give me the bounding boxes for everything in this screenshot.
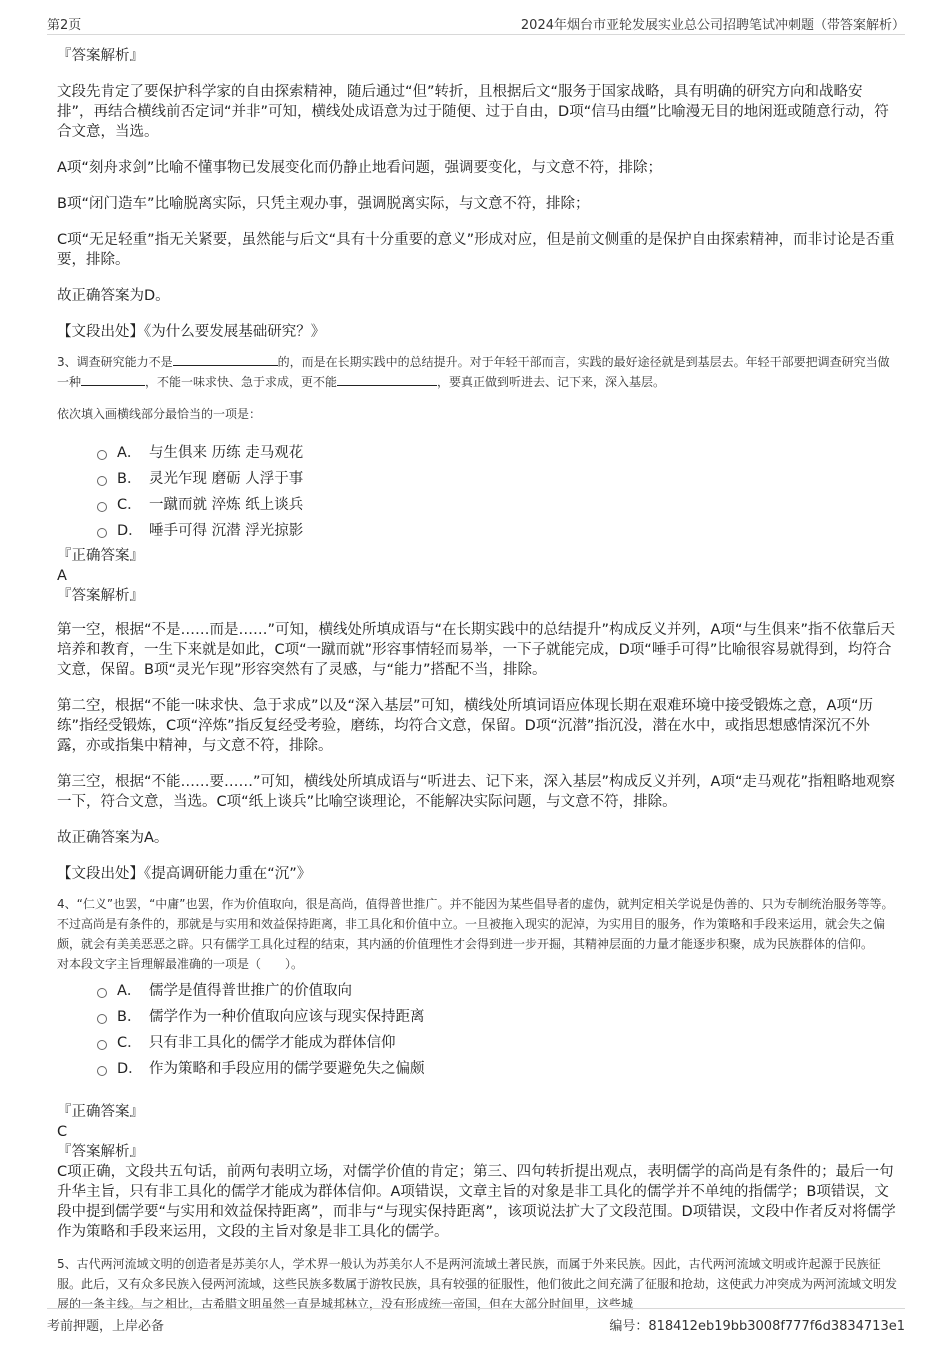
page-content [57, 40, 897, 1314]
analysis-paragraph: C项正确，文段共五句话，前两句表明立场，对儒学价值的肯定；第三、四句转折提出观点，表明儒学的高尚是有条件的；最后一句升华主旨，只有非工具化的儒学才能成为群体信仰。A项错误，文章主旨的对象是非工具化的儒学并不单纯的指儒学；B项错误，文段中提到儒学要“与实用和效益保持距离”，而非与“与现实保持距离”，该项说法扩大了文段范围。D项错误，文段中作者反对将儒学作为策略和手段来运用，文段的主旨对象是非工具化的儒学。 [57, 1164, 896, 1240]
radio-icon[interactable] [97, 502, 107, 512]
analysis-paragraph: 第一空，根据“不是……而是……”可知，横线处所填成语与“在长期实践中的总结提升”构成反义并列，A项“与生俱来”指不依靠后天培养和教育，一生下来就是如此，C项“一蹴而就”形容事情轻而易举，一下子就能完成，D项“唾手可得”比喻很容易就得到，均符合文意，保留。B项“灵光乍现”形容突然有了灵感，与“能力”搭配不当，排除。 [57, 622, 895, 678]
question-prompt: 依次填入画横线部分最恰当的一项是： [57, 407, 262, 421]
page-header [47, 12, 905, 35]
page-number: 第2页 [47, 18, 82, 33]
analysis-paragraph: A项“刻舟求剑”比喻不懂事物已发展变化而仍静止地看问题，强调要变化，与文意不符，排除； [57, 160, 662, 176]
answer-label: 『正确答案』 [57, 1104, 144, 1120]
source-citation: 【文段出处】《提高调研能力重在“沉”》 [57, 866, 312, 882]
answer-label: 『正确答案』 [57, 548, 144, 564]
option-b[interactable]: B． 灵光乍现 磨砺 人浮于事 [97, 466, 897, 492]
radio-icon[interactable] [97, 988, 107, 998]
option-a[interactable]: A． 与生俱来 历练 走马观花 [97, 440, 897, 466]
option-d[interactable]: D． 作为策略和手段应用的儒学要避免失之偏颇 [97, 1056, 897, 1082]
radio-icon[interactable] [97, 1014, 107, 1024]
analysis-label: 『答案解析』 [57, 1144, 144, 1160]
analysis-conclusion: 故正确答案为A。 [57, 830, 169, 846]
options-list [57, 978, 897, 1082]
radio-icon[interactable] [97, 528, 107, 538]
question-stem: 4、“仁义”也罢，“中庸”也罢，作为价值取向，很是高尚，值得普世推广。并不能因为某些倡导者的虚伪，就判定相关学说是伪善的、只为专制统治服务等等。不过高尚是有条件的，那就是与实用和效益保持距离，非工具化和价值中立。一旦被拖入现实的泥淖，为实用目的服务，作为策略和手段来运用，就会失之偏颇，就会有美美恶恶之辟。只有儒学工具化过程的结束，其内涵的价值理性才会得到进一步开掘，其精神层面的力量才能逐步积聚，成为民族群体的信仰。 [57, 897, 894, 951]
question-prompt: 对本段文字主旨理解最准确的一项是（ ）。 [57, 957, 304, 971]
question-stem: 3、调查研究能力不是 的，而是在长期实践中的总结提升。对于年轻干部而言，实践的最好途径就是到基层去。年轻干部要把调查研究当做一种 ，不能一味求快、急于求成，更不能 ，要真正做到听进去、记下来，深入基层。 [57, 355, 890, 389]
option-b[interactable]: B． 儒学作为一种价值取向应该与现实保持距离 [97, 1004, 897, 1030]
analysis-conclusion: 故正确答案为D。 [57, 288, 170, 304]
document-id: 编号：818412eb19bb3008f777f6d3834713e1 [609, 1319, 905, 1334]
correct-answer: C [57, 1124, 68, 1140]
page-footer [47, 1308, 905, 1335]
footer-slogan: 考前押题，上岸必备 [47, 1319, 165, 1334]
fill-blank [337, 373, 437, 386]
option-c[interactable]: C． 只有非工具化的儒学才能成为群体信仰 [97, 1030, 897, 1056]
options-list [57, 440, 897, 544]
analysis-paragraph: 文段先肯定了要保护科学家的自由探索精神，随后通过“但”转折，且根据后文“服务于国家战略，具有明确的研究方向和战略安排”，再结合横线前否定词“并非”可知，横线处成语意为过于随便、过于自由，D项“信马由缰”比喻漫无目的地闲逛或随意行动，符合文意，当选。 [57, 84, 889, 140]
radio-icon[interactable] [97, 1066, 107, 1076]
analysis-paragraph: 第二空，根据“不能一味求快、急于求成”以及“深入基层”可知，横线处所填词语应体现长期在艰难环境中接受锻炼之意，A项“历练”指经受锻炼，C项“淬炼”指反复经受考验，磨练，均符合文意，保留。D项“沉潜”指沉没，潜在水中，或指思想感情深沉不外露，亦或指集中精神，与文意不符，排除。 [57, 698, 873, 754]
analysis-paragraph: 第三空，根据“不能……要……”可知，横线处所填成语与“听进去、记下来，深入基层”构成反义并列，A项“走马观花”指粗略地观察一下，符合文意，当选。C项“纸上谈兵”比喻空谈理论，不能解决实际问题，与文意不符，排除。 [57, 774, 895, 810]
radio-icon[interactable] [97, 476, 107, 486]
fill-blank [81, 373, 145, 386]
option-a[interactable]: A． 儒学是值得普世推广的价值取向 [97, 978, 897, 1004]
correct-answer: A [57, 568, 67, 584]
analysis-paragraph: B项“闭门造车”比喻脱离实际，只凭主观办事，强调脱离实际，与文意不符，排除； [57, 196, 590, 212]
question-stem: 5、古代两河流域文明的创造者是苏美尔人，学术界一般认为苏美尔人不是两河流域土著民族，而属于外来民族。因此，古代两河流域文明或许起源于民族征服。此后，又有众多民族入侵两河流域，这些民族多数属于游牧民族，具有较强的征服性，他们彼此之间充满了征服和抢劫，这使武力冲突成为两河流域文明发展的一条主线。与之相比，古希腊文明虽然一直是城邦林立，没有形成统一帝国，但在大部分时间里，这些城 [57, 1257, 898, 1311]
radio-icon[interactable] [97, 1040, 107, 1050]
fill-blank [173, 353, 278, 366]
analysis-paragraph: C项“无足轻重”指无关紧要，虽然能与后文“具有十分重要的意义”形成对应，但是前文侧重的是保护自由探索精神，而非讨论是否重要，排除。 [57, 232, 895, 268]
radio-icon[interactable] [97, 450, 107, 460]
document-title: 2024年烟台市亚轮发展实业总公司招聘笔试冲刺题（带答案解析） [520, 18, 905, 33]
analysis-label: 『答案解析』 [57, 588, 144, 604]
source-citation: 【文段出处】《为什么要发展基础研究？》 [57, 324, 326, 340]
option-d[interactable]: D． 唾手可得 沉潜 浮光掠影 [97, 518, 897, 544]
analysis-label: 『答案解析』 [57, 48, 144, 64]
option-c[interactable]: C． 一蹴而就 淬炼 纸上谈兵 [97, 492, 897, 518]
